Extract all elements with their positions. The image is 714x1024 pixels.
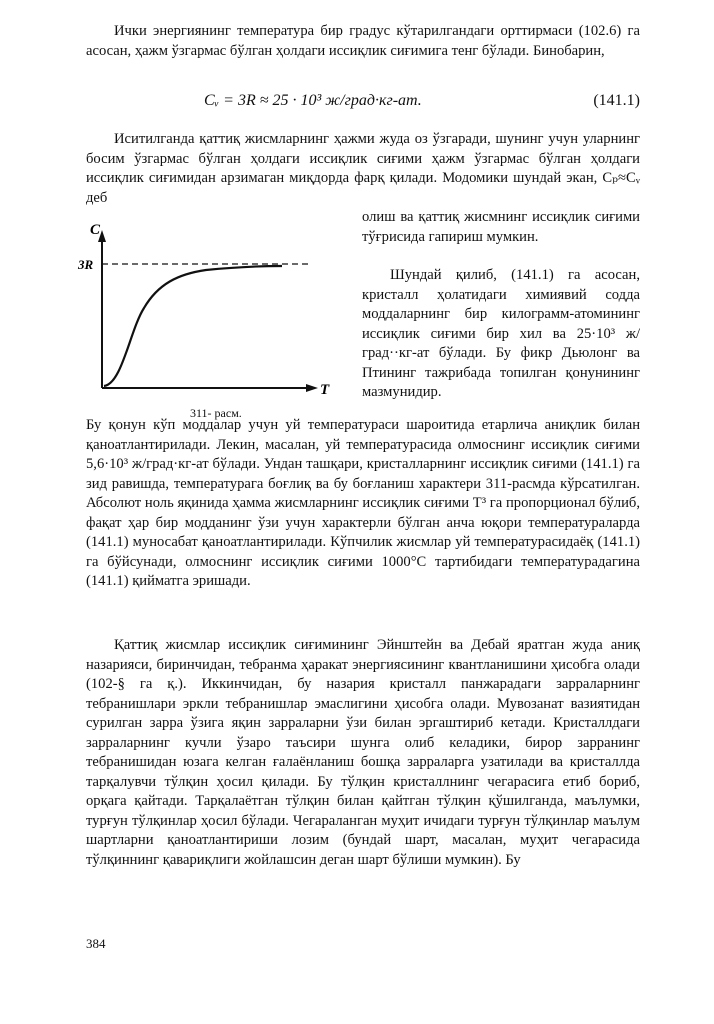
page-number: 384 [86,936,106,951]
paragraph-intro: Ички энергиянинг температура бир градус кўтарилгандаги орттирмаси (102.6) га асосан, ҳажм ўзгармас бўлган ҳолдаги иссиқлик сиғимига тенг бўлади. Бинобарин, [86,23,640,59]
asymptote-label: 3R [78,257,94,272]
equation-number: (141.1) [593,92,640,109]
figure-311 [78,220,348,430]
equation-141-1 [86,92,640,118]
paragraph-einstein-debye: Қаттиқ жисмлар иссиқлик сиғимининг Эйнштейн ва Дебай яратган жуда аниқ назарияси, биринчидан, тебранма ҳаракат энергиясининг квантланишини ҳисобга олади (102-§ га қ.). Иккинчидан, бу назария кристалл панжарадаги зарраларнинг тебранишлари эркли тебранишлар эмаслигини ҳисобга олади. Мувозанат вазиятидан сурилган зарра ўзига яқин зарраларни ўзи билан эргаштириб кетади. Кристаллдаги зарраларнинг кучли ўзаро таъсири шунга олиб келадики, бирор зарранинг тебранишидан юзага келган ғалаёнланиш бошқа зарраларга узатилади ва кристаллда тарқалувчи тўлқин ҳосил қилади. Бу тўлқин кристаллнинг чегарасига етиб бориб, орқага қайтади. Тарқалаётган тўлқин билан қайтган тўлқин қўшилганда, маълумки, турғун тўлқинлар ҳосил бўлади. Чегараланган муҳит ичидаги турғун тўлқинлар маълум шартларни қаноатлантириши лозим (бундай шарт, масалан, муҳит чегарасида тўлқиннинг қавариқлиги жойлашсин деган шарт бўлиши мумкин). Бу [86,637,640,868]
heat-capacity-graph [78,220,348,420]
paragraph-heat-capacity: Иситилганда қаттиқ жисмларнинг ҳажми жуда оз ўзгаради, шунинг учун уларнинг босим ўзгармас бўлган ҳолдаги иссиқлик сиғими ҳажм ўзгармас бўлган ҳолдаги иссиқлик сиғимидан арзимаган миқдорда фарқ қилади. Модомики шундай экан, Cₚ≈Cᵥ деб [86,131,640,206]
x-axis-arrow-icon [306,384,318,392]
equation-formula: Cᵥ = 3R ≈ 25 · 10³ ж/град·кг-ат. [204,92,422,109]
paragraph-dulong-petit: Бу қонун кўп моддалар учун уй температураси шароитида етарлича аниқлик билан қаноатлантирилади. Лекин, масалан, уй температурасида олмоснинг иссиқлик сиғими 5,6·10³ ж/град·кг-ат бўлади. Ундан ташқари, кристалларнинг иссиқлик сиғими (141.1) га зид равишда, температурага боғлиқ ва бу боғланиш характери 311-расмда кўрсатилган. Абсолют ноль яқинида ҳамма жисмларнинг иссиқлик сиғими T³ га пропорционал бўлиб, фақат ҳар бир модданинг ўзи учун характерли бўлган анча юқори температураларда (141.1) муносабат қаноатлантирилади. Кўпчилик жисмлар уй температурасидаёқ (141.1) га бўйсунади, олмоснинг иссиқлик сиғими 1000°С тартибидаги температурадагина (141.1) қийматга эришади. [86,417,640,589]
paragraph-wrap-1: олиш ва қаттиқ жисмнинг иссиқлик сиғими тўғрисида гапириш мумкин. [362,209,640,245]
x-axis-label: T [320,382,330,398]
paragraph-wrap-2: Шундай қилиб, (141.1) га асосан, кристалл ҳолатидаги химиявий содда моддаларнинг бир килограмм-атомининг иссиқлик сиғими бир хил ва 25·10³ ж/град··кг-ат бўлади. Бу фикр Дьюлонг ва Птининг тажрибада топилган қонунининг мазмунидир. [362,267,640,400]
heat-capacity-curve [104,266,282,386]
y-axis-label: C [90,222,101,238]
figure-caption: 311- расм. [190,406,242,420]
